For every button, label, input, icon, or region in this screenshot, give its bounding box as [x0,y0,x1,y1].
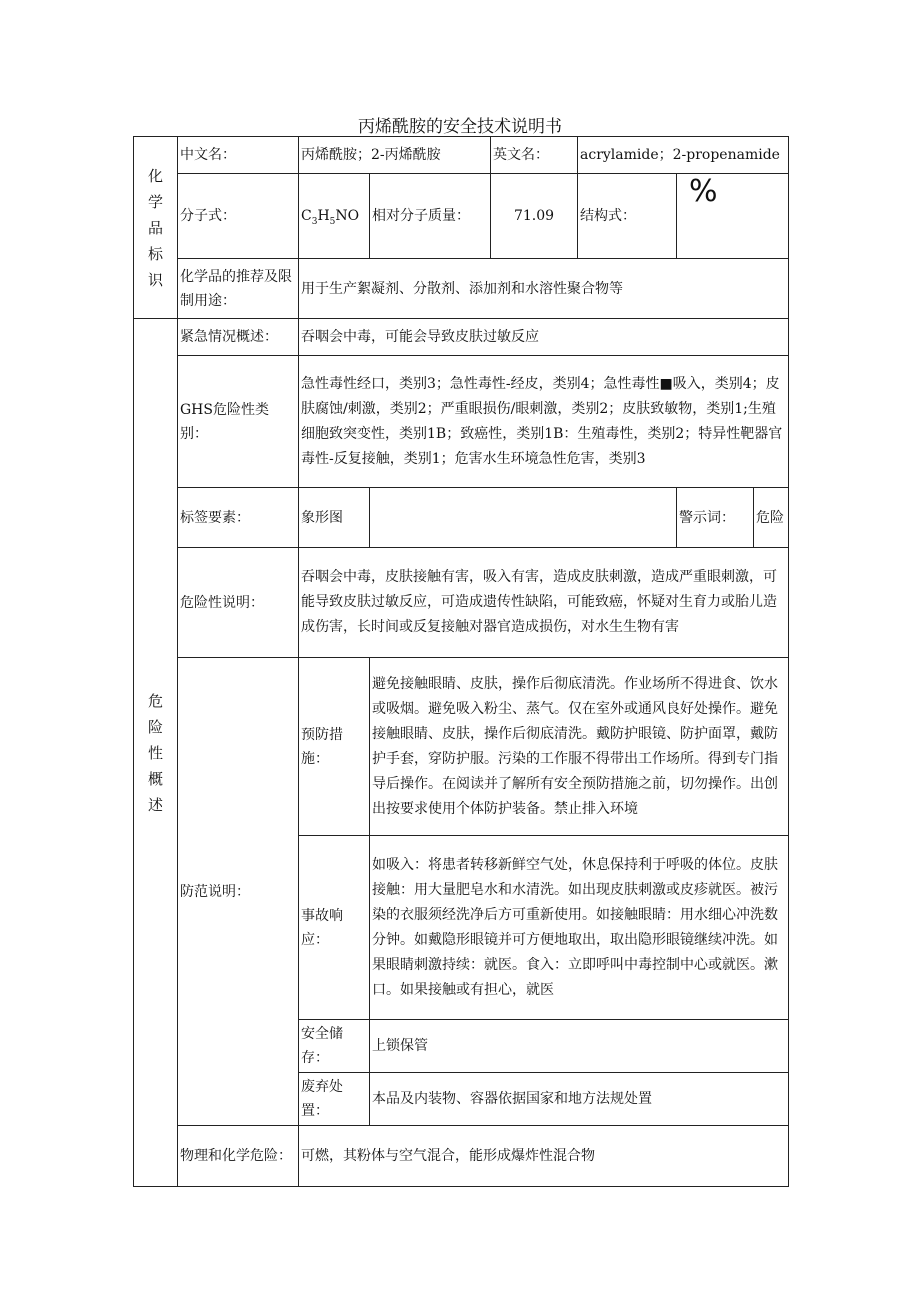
label-elements-label: 标签要素： [178,488,299,548]
disposal-value: 本品及内装物、容器依据国家和地方法规处置 [370,1073,789,1126]
response-value: 如吸入：将患者转移新鲜空气处，休息保持利于呼吸的体位。皮肤接触：用大量肥皂水和水清洗。如出现皮肤刺激或皮疹就医。被污染的衣服须经洗净后方可重新使用。如接触眼睛：用水细心冲洗数分钟。如戴隐形眼镜并可方便地取出，取出隐形眼镜继续冲洗。如果眼睛刺激持续：就医。食入：立即呼叫中毒控制中心或就医。漱口。如果接触或有担心，就医 [370,836,789,1020]
sds-table [133,136,789,1187]
pictogram-label: 象形图 [299,488,370,548]
formula-value: $C_3H_5NO$ [299,174,370,259]
use-label: 化学品的推荐及限制用途： [178,259,299,319]
hazard-statement-label: 危险性说明： [178,548,299,658]
molecular-weight-value: 71.09 [491,174,578,259]
formula-label: 分子式： [178,174,299,259]
emergency-label: 紧急情况概述： [178,319,299,356]
prevention-label: 预防措施： [299,658,370,836]
en-name-label: 英文名： [491,137,578,174]
hazard-statement-value: 吞咽会中毒，皮肤接触有害，吸入有害，造成皮肤刺激，造成严重眼刺激，可能导致皮肤过敏反应，可造成遗传性缺陷，可能致癌，怀疑对生育力或胎儿造成伤害，长时间或反复接触对器官造成损伤，对水生生物有害 [299,548,789,658]
emergency-value: 吞咽会中毒，可能会导致皮肤过敏反应 [299,319,789,356]
document-title: 丙烯酰胺的安全技术说明书 [358,117,562,137]
ghs-label: GHS危险性类别： [178,356,299,488]
precaution-label: 防范说明： [178,658,299,1126]
disposal-label: 废弃处置： [299,1073,370,1126]
section-identification: 化 学 品 标 识 [134,137,178,319]
prevention-value: 避免接触眼睛、皮肤，操作后彻底清洗。作业场所不得进食、饮水或吸烟。避免吸入粉尘、蒸气。仅在室外或通风良好处操作。避免接触眼睛、皮肤，操作后彻底清洗。戴防护眼镜、防护面罩，戴防护手套，穿防护服。污染的工作服不得带出工作场所。得到专门指导后操作。在阅读并了解所有安全预防措施之前，切勿操作。出创出按要求使用个体防护装备。禁止排入环境 [370,658,789,836]
cn-name-label: 中文名： [178,137,299,174]
structure-value: % [677,174,789,259]
structure-label: 结构式： [578,174,677,259]
pictogram-area [370,488,677,548]
signal-word-value: 危险 [754,488,789,548]
response-label: 事故响应： [299,836,370,1020]
molecular-weight-label: 相对分子质量： [370,174,491,259]
use-value: 用于生产絮凝剂、分散剂、添加剂和水溶性聚合物等 [299,259,789,319]
section-hazard: 危 险 性 概 述 [134,319,178,1187]
physchem-value: 可燃，其粉体与空气混合，能形成爆炸性混合物 [299,1126,789,1187]
physchem-label: 物理和化学危险： [178,1126,299,1187]
storage-label: 安全储存： [299,1020,370,1073]
signal-word-label: 警示词： [677,488,754,548]
cn-name-value: 丙烯酰胺；2-丙烯酰胺 [299,137,491,174]
en-name-value: acrylamide；2-propenamide [578,137,789,174]
storage-value: 上锁保管 [370,1020,789,1073]
ghs-value: 急性毒性经口，类别3；急性毒性-经皮，类别4；急性毒性■吸入，类别4；皮肤腐蚀/刺激，类别2；严重眼损伤/眼刺激，类别2；皮肤致敏物，类别1;生殖细胞致突变性，类别1B；致癌性，类别1B：生殖毒性，类别2；特异性靶器官毒性-反复接触，类别1；危害水生环境急性危害，类别3 [299,356,789,488]
